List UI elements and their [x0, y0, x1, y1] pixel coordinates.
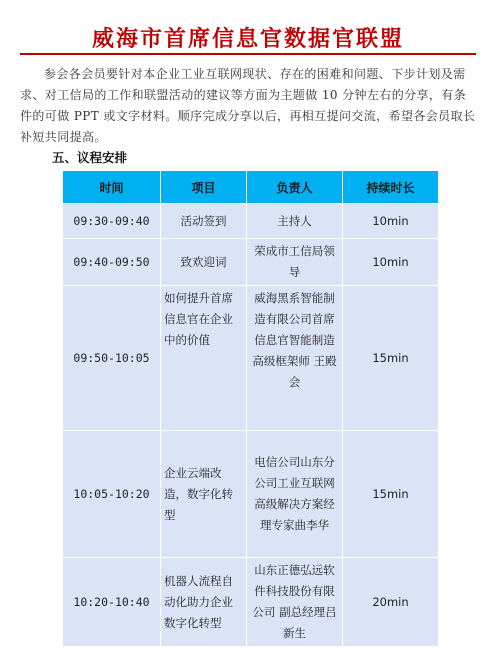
header-time: 时间	[63, 171, 161, 204]
row-owner: 威海黑系智能制造有限公司首席信息官智能制造高级框架师 王殿会	[247, 286, 343, 431]
title-underline	[20, 53, 476, 55]
row-topic: 致欢迎词	[161, 239, 247, 286]
row-duration: 10min	[343, 204, 439, 239]
table-row	[63, 239, 439, 286]
table-row	[63, 204, 439, 239]
agenda-header-row	[63, 171, 439, 204]
row-duration: 20min	[343, 558, 439, 647]
header-topic: 项目	[161, 171, 247, 204]
table-row	[63, 431, 439, 558]
row-owner: 电信公司山东分公司工业互联网高级解决方案经理专家曲李华	[247, 431, 343, 558]
row-duration: 15min	[343, 286, 439, 431]
row-topic: 机器人流程自动化助力企业数字化转型	[161, 558, 247, 647]
intro-paragraph: 参会各会员要针对本企业工业互联网现状、存在的困难和问题、下步计划及需求、对工信局的工作和联盟活动的建议等方面为主题做 10 分钟左右的分享，有条件的可做 PPT 或文字材料。顺序完成分享以后，再相互提问交流，希望各会员取长补短共同提高。	[20, 67, 476, 144]
row-time: 10:05-10:20	[63, 431, 161, 558]
agenda-table	[62, 170, 439, 647]
row-owner: 主持人	[247, 204, 343, 239]
row-topic: 如何提升首席信息官在企业中的价值	[161, 286, 247, 431]
row-topic: 企业云端改造，数字化转型	[161, 431, 247, 558]
table-row	[63, 558, 439, 647]
row-time: 09:30-09:40	[63, 204, 161, 239]
row-topic: 活动签到	[161, 204, 247, 239]
row-time: 09:50-10:05	[63, 286, 161, 431]
document-title: 威海市首席信息官数据官联盟	[91, 26, 404, 52]
row-time: 10:20-10:40	[63, 558, 161, 647]
header-owner: 负责人	[247, 171, 343, 204]
row-time: 09:40-09:50	[63, 239, 161, 286]
row-owner: 山东正德弘远软件科技股份有限公司 副总经理吕新生	[247, 558, 343, 647]
row-owner: 荣成市工信局领导	[247, 239, 343, 286]
header-duration: 持续时长	[343, 171, 439, 204]
row-duration: 10min	[343, 239, 439, 286]
row-duration: 15min	[343, 431, 439, 558]
section-heading: 五、议程安排	[52, 150, 128, 165]
table-row	[63, 286, 439, 431]
